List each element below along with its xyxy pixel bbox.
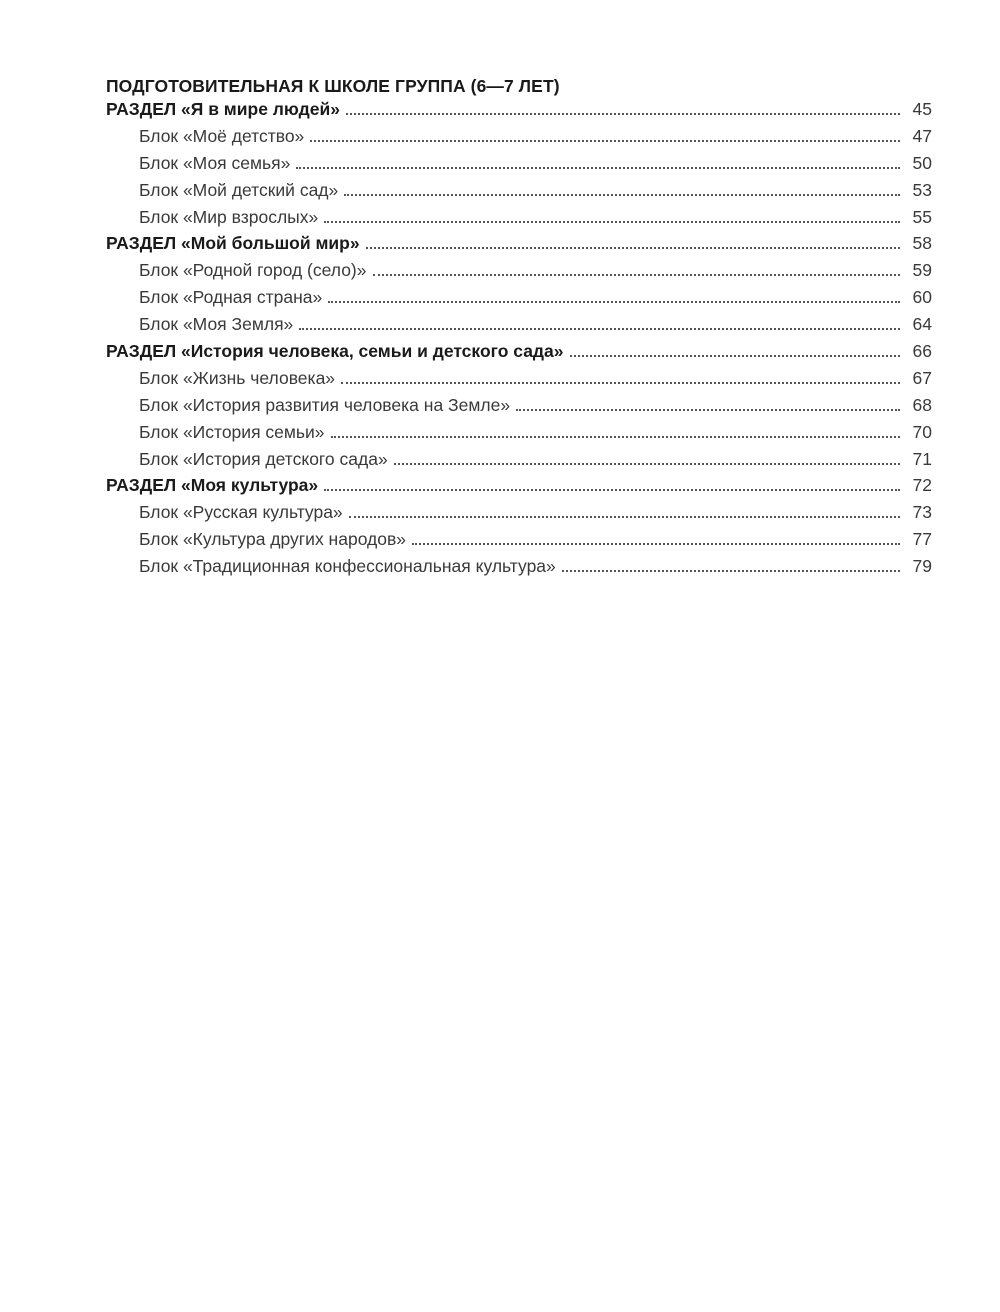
- entry-page-number: 53: [912, 179, 932, 200]
- toc-block-entry[interactable]: [106, 260, 932, 287]
- entry-page-number: 59: [912, 260, 932, 281]
- entry-title: Блок «История развития человека на Земле»: [139, 394, 511, 415]
- entry-title: Блок «Культура других народов»: [139, 529, 407, 550]
- dot-leader: [346, 113, 900, 115]
- dot-leader: [412, 543, 900, 545]
- toc-block-entry[interactable]: [106, 556, 932, 583]
- entry-title: Блок «Мой детский сад»: [139, 179, 339, 200]
- toc-block-entry[interactable]: [106, 180, 932, 207]
- entry-title: Блок «Моё детство»: [139, 125, 305, 146]
- dot-leader: [324, 221, 900, 223]
- entry-page-number: 77: [912, 529, 932, 550]
- dot-leader: [328, 301, 900, 303]
- entry-page-number: 47: [912, 125, 932, 146]
- dot-leader: [341, 382, 900, 384]
- entry-title: Блок «Родная страна»: [139, 287, 323, 308]
- toc-block-entry[interactable]: [106, 449, 932, 476]
- dot-leader: [373, 274, 901, 276]
- toc-section-entry[interactable]: [106, 233, 932, 260]
- dot-leader: [516, 409, 900, 411]
- table-of-contents: [106, 99, 932, 583]
- dot-leader: [394, 463, 900, 465]
- entry-title: Блок «Традиционная конфессиональная культура»: [139, 556, 556, 577]
- entry-title: Блок «Жизнь человека»: [139, 367, 336, 388]
- dot-leader: [344, 194, 900, 196]
- entry-page-number: 58: [912, 233, 932, 254]
- toc-block-entry[interactable]: [106, 126, 932, 153]
- entry-page-number: 72: [912, 475, 932, 496]
- entry-title: РАЗДЕЛ «Мой большой мир»: [106, 233, 360, 254]
- toc-block-entry[interactable]: [106, 207, 932, 234]
- toc-block-entry[interactable]: [106, 287, 932, 314]
- toc-block-entry[interactable]: [106, 395, 932, 422]
- entry-page-number: 67: [912, 367, 932, 388]
- entry-page-number: 45: [912, 99, 932, 119]
- dot-leader: [366, 247, 900, 249]
- dot-leader: [324, 489, 900, 491]
- dot-leader: [299, 328, 900, 330]
- entry-title: Блок «Моя Земля»: [139, 314, 294, 335]
- dot-leader: [296, 167, 900, 169]
- toc-section-entry[interactable]: [106, 475, 932, 502]
- dot-leader: [349, 516, 900, 518]
- entry-title: РАЗДЕЛ «Я в мире людей»: [106, 99, 340, 119]
- entry-page-number: 68: [912, 394, 932, 415]
- entry-title: Блок «Моя семья»: [139, 152, 291, 173]
- dot-leader: [570, 355, 901, 357]
- entry-title: Блок «Русская культура»: [139, 502, 343, 523]
- toc-heading: ПОДГОТОВИТЕЛЬНАЯ К ШКОЛЕ ГРУППА (6—7 ЛЕТ): [106, 76, 560, 96]
- dot-leader: [331, 436, 900, 438]
- toc-block-entry[interactable]: [106, 502, 932, 529]
- entry-title: Блок «Мир взрослых»: [139, 206, 319, 227]
- toc-block-entry[interactable]: [106, 422, 932, 449]
- entry-page-number: 50: [912, 152, 932, 173]
- entry-title: РАЗДЕЛ «Моя культура»: [106, 475, 319, 496]
- dot-leader: [310, 140, 900, 142]
- entry-page-number: 64: [912, 314, 932, 335]
- entry-title: Блок «История детского сада»: [139, 448, 388, 469]
- entry-page-number: 70: [912, 421, 932, 442]
- toc-block-entry[interactable]: [106, 368, 932, 395]
- entry-page-number: 71: [912, 448, 932, 469]
- entry-page-number: 79: [912, 556, 932, 577]
- entry-page-number: 55: [912, 206, 932, 227]
- entry-page-number: 60: [912, 287, 932, 308]
- entry-title: Блок «История семьи»: [139, 421, 325, 442]
- entry-page-number: 73: [912, 502, 932, 523]
- toc-block-entry[interactable]: [106, 529, 932, 556]
- entry-title: РАЗДЕЛ «История человека, семьи и детского сада»: [106, 341, 564, 362]
- toc-block-entry[interactable]: [106, 153, 932, 180]
- toc-section-entry[interactable]: [106, 99, 932, 126]
- dot-leader: [562, 570, 900, 572]
- toc-block-entry[interactable]: [106, 314, 932, 341]
- entry-page-number: 66: [912, 341, 932, 362]
- toc-section-entry[interactable]: [106, 341, 932, 368]
- entry-title: Блок «Родной город (село)»: [139, 260, 367, 281]
